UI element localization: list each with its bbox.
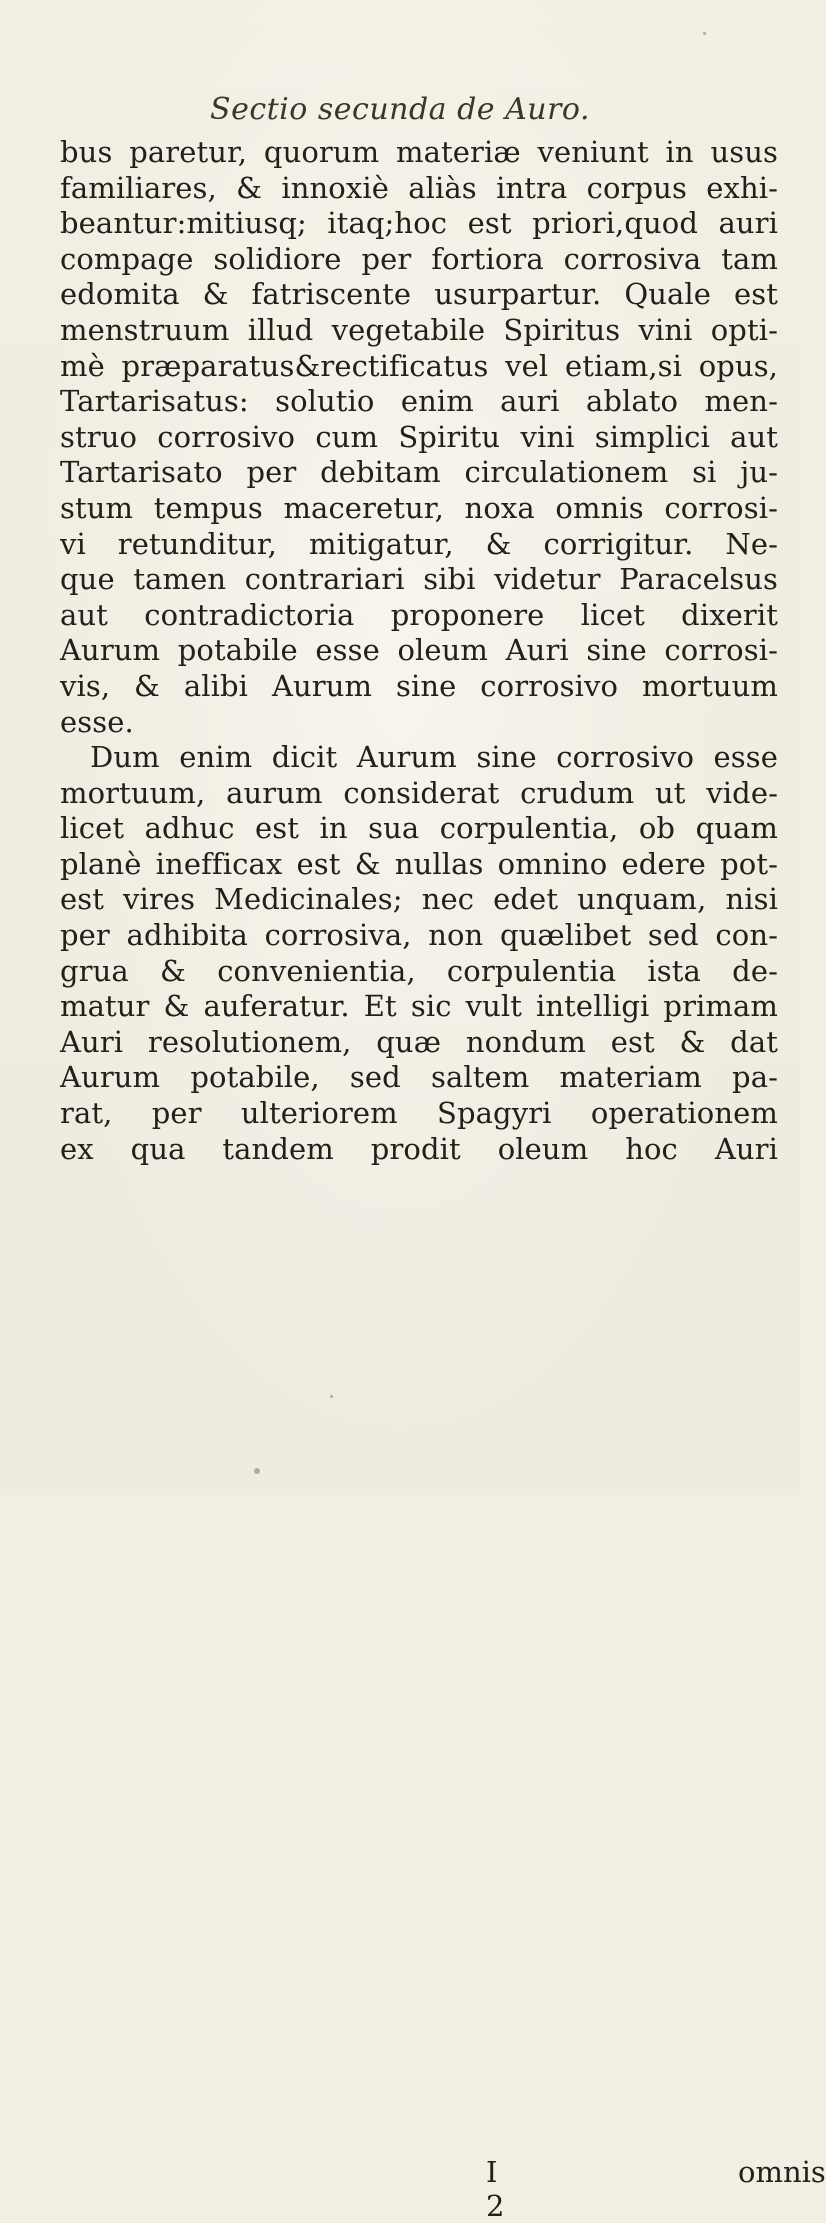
text-line: familiares, & innoxiè aliàs intra corpus exhi- [60,170,778,205]
text-line: beantur:mitiusq; itaq;hoc est priori,quod auri [60,206,778,241]
catchword: omnis [738,2155,826,2189]
text-line: aut contradictoria proponere licet dixerit [60,597,778,632]
text-line: Aurum potabile esse oleum Auri sine corrosi- [60,633,778,668]
text-line: menstruum illud vegetabile Spiritus vini opti- [60,312,778,347]
text-line: rat, per ulteriorem Spagyri operationem [60,1096,778,1131]
paper-speck [330,1395,333,1398]
text-line: matur & auferatur. Et sic vult intelligi primam [60,989,778,1024]
text-line: stum tempus maceretur, noxa omnis corrosi- [60,490,778,525]
text-line: ex qua tandem prodit oleum hoc Auri [60,1131,778,1166]
text-line: per adhibita corrosiva, non quælibet sed con- [60,918,778,953]
text-line: edomita & fatriscente usurpartur. Quale est [60,277,778,312]
paragraph-start-line: Dum enim dicit Aurum sine corrosivo esse [90,740,778,775]
text-line: planè inefficax est & nullas omnino edere pot- [60,846,778,881]
text-line: que tamen contrariari sibi videtur Paracelsus [60,562,778,597]
text-line: mè præparatus&rectificatus vel etiam,si opus, [60,348,778,383]
text-line: est vires Medicinales; nec edet unquam, nisi [60,882,778,917]
text-line: vi retunditur, mitigatur, & corrigitur. Ne- [60,526,778,561]
text-line: Aurum potabile, sed saltem materiam pa- [60,1060,778,1095]
text-line: licet adhuc est in sua corpulentia, ob quam [60,811,778,846]
text-line: vis, & alibi Aurum sine corrosivo mortuum [60,668,778,703]
paper-speck [703,32,706,35]
body-text [60,135,826,2223]
text-line: grua & convenientia, corpulentia ista de- [60,953,778,988]
signature-mark: I 2 [486,2155,505,2223]
running-head: Sectio secunda de Auro. [210,92,590,127]
text-line: bus paretur, quorum materiæ veniunt in usus [60,135,778,169]
text-line: Tartarisatus: solutio enim auri ablato men- [60,384,778,419]
text-line: Tartarisato per debitam circulationem si ju- [60,455,778,490]
text-line: struo corrosivo cum Spiritu vini simplici aut [60,419,778,454]
paper-speck [254,1468,260,1474]
text-line: Auri resolutionem, quæ nondum est & dat [60,1024,778,1059]
text-line: compage solidiore per fortiora corrosiva tam [60,241,778,276]
text-line: esse. [60,704,134,739]
text-line: mortuum, aurum considerat crudum ut vide- [60,775,778,810]
